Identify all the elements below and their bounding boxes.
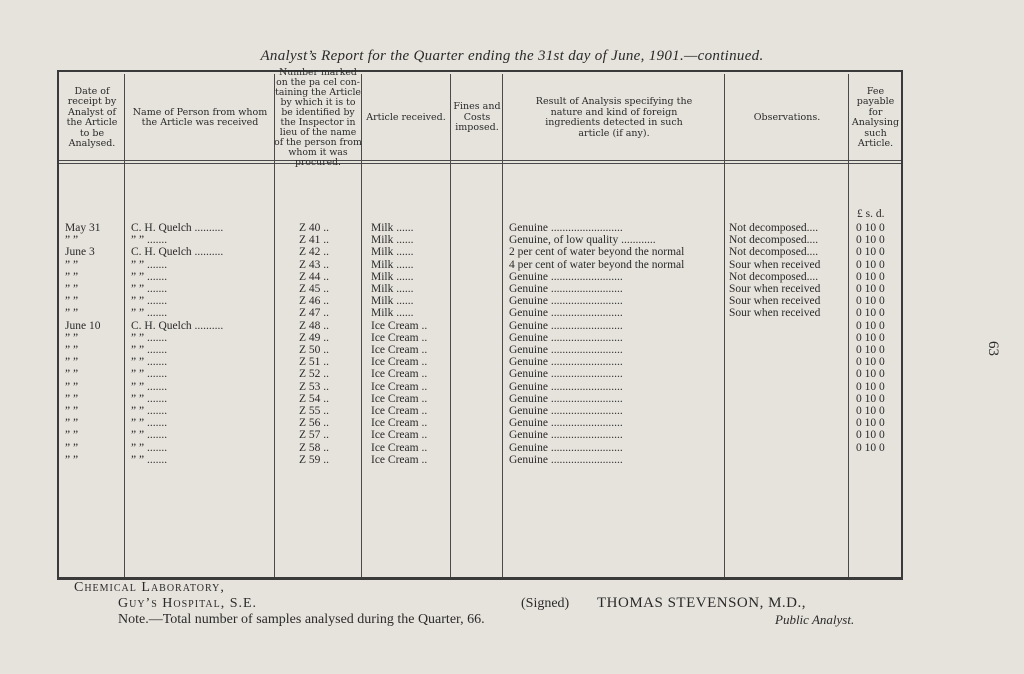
cell-result: Genuine ......................... <box>509 380 623 393</box>
cell-observations: Not decomposed.... <box>729 270 819 283</box>
cell-article: Ice Cream .. <box>371 380 428 393</box>
cell-result: Genuine ......................... <box>509 441 623 454</box>
column-divider <box>450 74 451 577</box>
cell-date: ” ” <box>65 234 79 247</box>
cell-result: Genuine ......................... <box>509 331 623 344</box>
header-article: Article received. <box>366 111 446 123</box>
cell-date: ” ” <box>65 405 79 417</box>
cell-article: Milk ...... <box>371 258 414 271</box>
column-divider <box>724 74 725 577</box>
cell-observations: Sour when received <box>729 258 821 271</box>
cell-number: Z 41 .. <box>299 234 330 247</box>
cell-number: Z 54 .. <box>299 392 330 405</box>
cell-date: ” ” <box>65 417 79 430</box>
cell-date: ” ” <box>65 331 79 344</box>
cell-fee: 0 10 0 <box>856 405 885 417</box>
cell-article: Ice Cream .. <box>371 356 428 369</box>
cell-fee: 0 10 0 <box>856 331 885 344</box>
cell-name: ” ” ....... <box>131 356 168 369</box>
cell-result: Genuine ......................... <box>509 295 623 308</box>
cell-name: ” ” ....... <box>131 392 168 405</box>
cell-result: Genuine ......................... <box>509 417 623 430</box>
cell-article: Ice Cream .. <box>371 368 428 381</box>
cell-number: Z 49 .. <box>299 331 330 344</box>
cell-result: Genuine ......................... <box>509 222 623 234</box>
signatory: THOMAS STEVENSON, M.D., <box>597 595 807 611</box>
cell-number: Z 50 .. <box>299 344 330 356</box>
cell-date: ” ” <box>65 344 79 356</box>
cell-number: Z 44 .. <box>299 270 330 283</box>
cell-article: Ice Cream .. <box>371 417 428 430</box>
cell-result: Genuine ......................... <box>509 270 623 283</box>
cell-number: Z 53 .. <box>299 380 330 393</box>
cell-result: 4 per cent of water beyond the normal <box>509 258 685 271</box>
cell-article: Milk ...... <box>371 246 414 259</box>
cell-fee: 0 10 0 <box>856 368 885 381</box>
column-divider <box>502 74 503 577</box>
column-divider <box>124 74 125 577</box>
cell-fee: 0 10 0 <box>856 392 885 405</box>
cell-article: Ice Cream .. <box>371 405 428 417</box>
cell-date: June 10 <box>65 319 101 332</box>
cell-observations: Sour when received <box>729 295 821 308</box>
hospital-name: Guy’s Hospital, S.E. <box>118 596 258 611</box>
cell-article: Ice Cream .. <box>371 319 428 332</box>
cell-article: Ice Cream .. <box>371 331 428 344</box>
report-title: Analyst’s Report for the Quarter ending the 31st day of June, 1901.—continued. <box>260 48 764 64</box>
cell-fee: 0 10 0 <box>856 356 885 369</box>
report-table <box>57 67 903 580</box>
cell-name: ” ” ....... <box>131 258 168 271</box>
cell-observations: Not decomposed.... <box>729 234 819 247</box>
cell-number: Z 51 .. <box>299 356 330 369</box>
header-rule <box>59 160 901 161</box>
cell-fee: 0 10 0 <box>856 307 885 320</box>
lab-name: Chemical Laboratory, <box>74 580 225 595</box>
cell-article: Ice Cream .. <box>371 344 428 356</box>
cell-result: Genuine ......................... <box>509 344 623 356</box>
column-divider <box>848 74 849 577</box>
cell-name: ” ” ....... <box>131 344 168 356</box>
cell-fee: 0 10 0 <box>856 380 885 393</box>
cell-number: Z 42 .. <box>299 246 330 259</box>
cell-number: Z 56 .. <box>299 417 330 430</box>
cell-article: Milk ...... <box>371 283 414 295</box>
cell-name: C. H. Quelch .......... <box>131 222 224 234</box>
cell-fee: 0 10 0 <box>856 234 885 247</box>
cell-date: ” ” <box>65 453 79 466</box>
header-number: Number marked on the pa cel con- taining the Article by which it is to be identified by the Inspector in lieu of the name of the person from whom it was procured. <box>274 67 362 168</box>
cell-date: ” ” <box>65 392 79 405</box>
cell-number: Z 47 .. <box>299 307 330 320</box>
cell-name: ” ” ....... <box>131 295 168 308</box>
cell-article: Milk ...... <box>371 234 414 247</box>
cell-name: ” ” ....... <box>131 270 168 283</box>
cell-result: Genuine ......................... <box>509 392 623 405</box>
cell-result: Genuine ......................... <box>509 429 623 442</box>
cell-number: Z 46 .. <box>299 295 330 308</box>
cell-number: Z 40 .. <box>299 222 330 234</box>
cell-article: Ice Cream .. <box>371 441 428 454</box>
cell-number: Z 48 .. <box>299 319 330 332</box>
cell-name: ” ” ....... <box>131 368 168 381</box>
cell-name: ” ” ....... <box>131 441 168 454</box>
cell-number: Z 52 .. <box>299 368 330 381</box>
header-date: Date of receipt by Analyst of the Article to be Analysed. <box>66 85 118 149</box>
cell-number: Z 45 .. <box>299 283 330 295</box>
note: Note.—Total number of samples analysed during the Quarter, 66. <box>118 612 485 627</box>
cell-fee: 0 10 0 <box>856 222 885 234</box>
cell-fee: 0 10 0 <box>856 246 885 259</box>
cell-result: Genuine ......................... <box>509 453 623 466</box>
signed-label: (Signed) <box>521 596 570 611</box>
cell-fee: 0 10 0 <box>856 258 885 271</box>
cell-article: Ice Cream .. <box>371 453 428 466</box>
cell-fee: 0 10 0 <box>856 344 885 356</box>
cell-name: ” ” ....... <box>131 283 168 295</box>
cell-observations: Sour when received <box>729 307 821 320</box>
cell-number: Z 55 .. <box>299 405 330 417</box>
cell-number: Z 43 .. <box>299 258 330 271</box>
cell-article: Milk ...... <box>371 270 414 283</box>
header-observations: Observations. <box>753 111 821 123</box>
cell-fee: 0 10 0 <box>856 319 885 332</box>
cell-result: Genuine, of low quality ............ <box>509 234 656 247</box>
header-fines: Fines and Costs imposed. <box>453 101 501 134</box>
cell-number: Z 59 .. <box>299 453 330 466</box>
cell-date: ” ” <box>65 307 79 320</box>
cell-observations: Not decomposed.... <box>729 222 819 234</box>
cell-article: Milk ...... <box>371 307 414 320</box>
header-name: Name of Person from whom the Article was received <box>132 106 268 128</box>
cell-name: ” ” ....... <box>131 405 168 417</box>
cell-result: Genuine ......................... <box>509 307 623 320</box>
cell-fee: 0 10 0 <box>856 283 885 295</box>
cell-date: ” ” <box>65 380 79 393</box>
cell-article: Ice Cream .. <box>371 392 428 405</box>
cell-result: Genuine ......................... <box>509 283 623 295</box>
cell-date: ” ” <box>65 441 79 454</box>
cell-result: Genuine ......................... <box>509 405 623 417</box>
cell-result: Genuine ......................... <box>509 368 623 381</box>
cell-result: Genuine ......................... <box>509 356 623 369</box>
cell-name: ” ” ....... <box>131 453 168 466</box>
cell-number: Z 58 .. <box>299 441 330 454</box>
cell-fee: 0 10 0 <box>856 270 885 283</box>
cell-name: ” ” ....... <box>131 417 168 430</box>
cell-date: ” ” <box>65 356 79 369</box>
cell-number: Z 57 .. <box>299 429 330 442</box>
cell-result: 2 per cent of water beyond the normal <box>509 246 685 259</box>
cell-article: Milk ...... <box>371 222 414 234</box>
cell-name: ” ” ....... <box>131 380 168 393</box>
cell-date: ” ” <box>65 270 79 283</box>
cell-fee: 0 10 0 <box>856 441 885 454</box>
cell-name: C. H. Quelch .......... <box>131 319 224 332</box>
cell-date: June 3 <box>65 246 95 259</box>
cell-name: ” ” ....... <box>131 429 168 442</box>
cell-date: ” ” <box>65 368 79 381</box>
cell-fee: 0 10 0 <box>856 295 885 308</box>
header-rule <box>59 163 901 164</box>
cell-name: ” ” ....... <box>131 307 168 320</box>
cell-result: Genuine ......................... <box>509 319 623 332</box>
cell-date: May 31 <box>65 222 101 234</box>
header-result: Result of Analysis specifying the nature and kind of foreign ingredients detected in such article (if any). <box>535 96 693 139</box>
cell-article: Milk ...... <box>371 295 414 308</box>
cell-fee: 0 10 0 <box>856 417 885 430</box>
cell-observations: Not decomposed.... <box>729 246 819 259</box>
cell-article: Ice Cream .. <box>371 429 428 442</box>
cell-date: ” ” <box>65 429 79 442</box>
analyst-role: Public Analyst. <box>775 612 855 627</box>
header-fee: Fee payable for Analysing such Article. <box>851 85 900 149</box>
cell-date: ” ” <box>65 258 79 271</box>
cell-observations: Sour when received <box>729 283 821 295</box>
page-number: 63 <box>985 341 1001 356</box>
cell-fee: 0 10 0 <box>856 429 885 442</box>
cell-name: C. H. Quelch .......... <box>131 246 224 259</box>
cell-name: ” ” ....... <box>131 234 168 247</box>
cell-date: ” ” <box>65 283 79 295</box>
cell-name: ” ” ....... <box>131 331 168 344</box>
fee-unit-header: £ s. d. <box>857 208 885 220</box>
cell-date: ” ” <box>65 295 79 308</box>
